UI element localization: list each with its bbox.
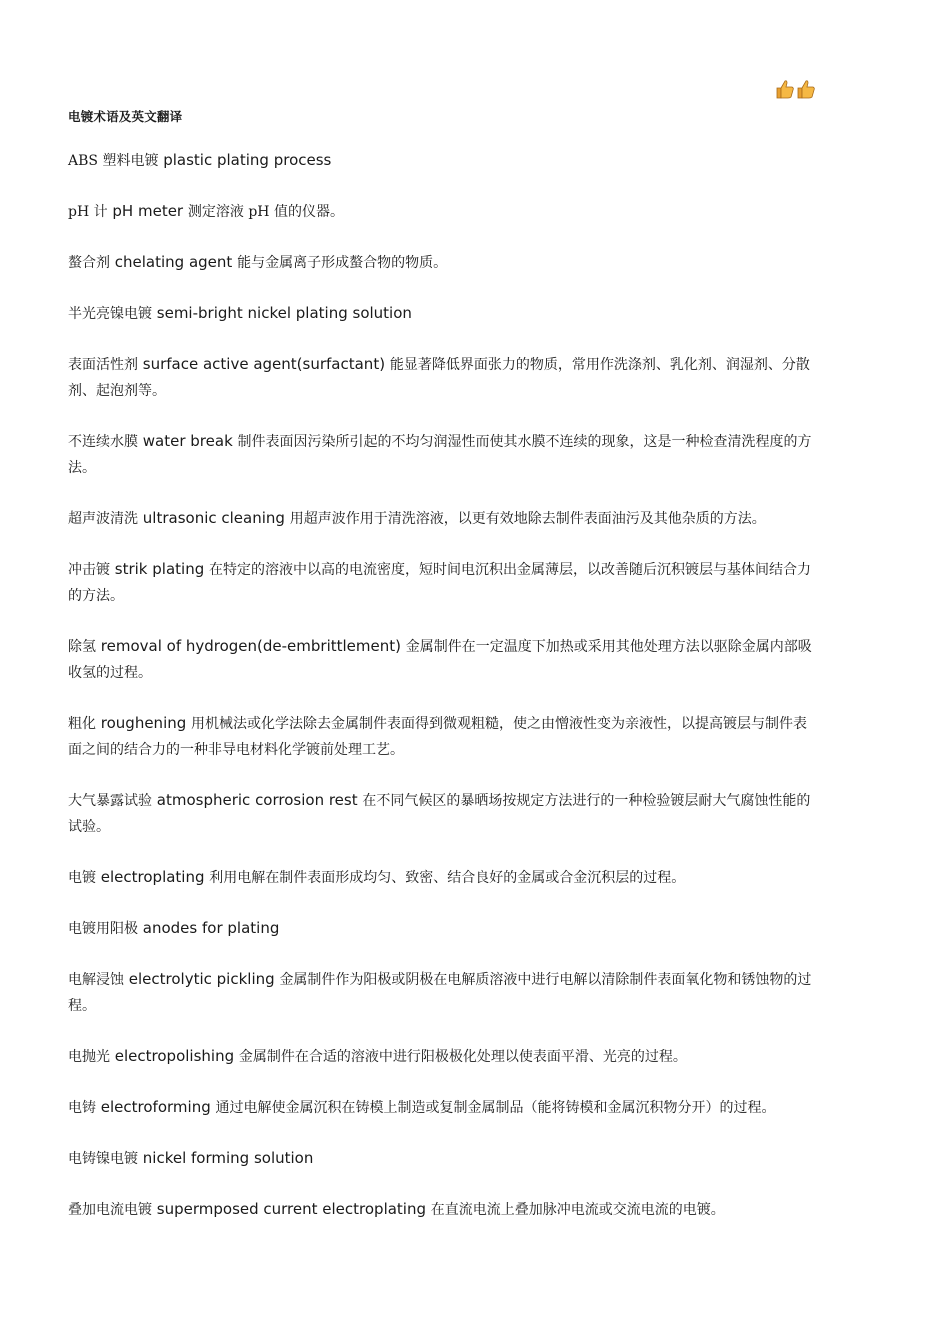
glossary-entry: [68, 1095, 818, 1121]
term-english: nickel forming solution: [142, 1149, 314, 1167]
glossary-entry: [68, 1197, 818, 1223]
term-chinese: 电铸镍电镀: [68, 1151, 138, 1167]
term-english: water break: [142, 432, 233, 450]
term-definition: 制件表面因污染所引起的不均匀润湿性而使其水膜不连续的现象，这是一种检查清洗程度的方法。: [68, 434, 812, 476]
term-definition: 在特定的溶液中以高的电流密度，短时间电沉积出金属薄层，以改善随后沉积镀层与基体间结合力的方法。: [68, 562, 812, 604]
term-definition: 测定溶液 pH 值的仪器。: [187, 204, 344, 220]
glossary-list: [68, 148, 818, 1248]
term-english: semi-bright nickel plating solution: [156, 304, 412, 322]
term-english: electropolishing: [114, 1047, 235, 1065]
thumbs-up-icon: [795, 78, 816, 100]
term-english: electroforming: [100, 1098, 211, 1116]
term-chinese: 电铸: [68, 1100, 96, 1116]
term-definition: 金属制件在合适的溶液中进行阳极极化处理以使表面平滑、光亮的过程。: [238, 1049, 687, 1065]
term-chinese: 电解浸蚀: [68, 972, 124, 988]
term-chinese: 大气暴露试验: [68, 793, 152, 809]
term-definition: 金属制件作为阳极或阴极在电解质溶液中进行电解以清除制件表面氧化物和锈蚀物的过程。: [68, 972, 812, 1014]
glossary-entry: [68, 148, 818, 174]
glossary-entry: [68, 1146, 818, 1172]
term-english: roughening: [100, 714, 187, 732]
term-chinese: 半光亮镍电镀: [68, 306, 152, 322]
glossary-entry: [68, 301, 818, 327]
term-chinese: 不连续水膜: [68, 434, 138, 450]
term-english: plastic plating process: [163, 151, 332, 169]
thumbs-up-icon: [774, 78, 795, 100]
term-chinese: 除氢: [68, 639, 96, 655]
term-english: chelating agent: [114, 253, 233, 271]
glossary-entry: [68, 916, 818, 942]
term-english: atmospheric corrosion rest: [156, 791, 358, 809]
term-chinese: 冲击镀: [68, 562, 110, 578]
term-english: ultrasonic cleaning: [142, 509, 285, 527]
term-chinese: 螯合剂: [68, 255, 110, 271]
term-english: anodes for plating: [142, 919, 280, 937]
term-definition: 能与金属离子形成螯合物的物质。: [237, 255, 448, 271]
glossary-entry: [68, 1044, 818, 1070]
term-definition: 用机械法或化学法除去金属制件表面得到微观粗糙，使之由憎液性变为亲液性，以提高镀层与制件表面之间的结合力的一种非导电材料化学镀前处理工艺。: [68, 716, 808, 758]
term-chinese: 电镀用阳极: [68, 921, 138, 937]
glossary-entry: [68, 967, 818, 1019]
glossary-entry: [68, 199, 818, 225]
glossary-entry: [68, 788, 818, 840]
glossary-entry: [68, 711, 818, 763]
term-english: electroplating: [100, 868, 205, 886]
term-definition: 金属制件在一定温度下加热或采用其他处理方法以驱除金属内部吸收氢的过程。: [68, 639, 812, 681]
term-definition: 能显著降低界面张力的物质，常用作洗涤剂、乳化剂、润湿剂、分散剂、起泡剂等。: [68, 357, 810, 399]
term-english: electrolytic pickling: [128, 970, 275, 988]
term-chinese: 电抛光: [68, 1049, 110, 1065]
term-chinese: pH 计: [68, 204, 108, 220]
glossary-entry: [68, 352, 818, 404]
term-english: surface active agent(surfactant): [142, 355, 386, 373]
term-chinese: 粗化: [68, 716, 96, 732]
term-definition: 利用电解在制件表面形成均匀、致密、结合良好的金属或合金沉积层的过程。: [209, 870, 686, 886]
term-definition: 用超声波作用于清洗溶液，以更有效地除去制件表面油污及其他杂质的方法。: [289, 511, 766, 527]
term-chinese: 超声波清洗: [68, 511, 138, 527]
glossary-entry: [68, 250, 818, 276]
glossary-entry: [68, 865, 818, 891]
term-definition: 在不同气候区的暴晒场按规定方法进行的一种检验镀层耐大气腐蚀性能的试验。: [68, 793, 811, 835]
document-title: 电镀术语及英文翻译: [68, 109, 183, 124]
glossary-entry: [68, 634, 818, 686]
term-chinese: 表面活性剂: [68, 357, 138, 373]
term-english: strik plating: [114, 560, 205, 578]
glossary-entry: [68, 506, 818, 532]
glossary-entry: [68, 557, 818, 609]
term-chinese: 电镀: [68, 870, 96, 886]
term-definition: 在直流电流上叠加脉冲电流或交流电流的电镀。: [430, 1202, 725, 1218]
thumbs-decoration: [774, 78, 816, 102]
term-english: supermposed current electroplating: [156, 1200, 427, 1218]
term-english: pH meter: [112, 202, 184, 220]
term-chinese: ABS 塑料电镀: [68, 153, 159, 169]
glossary-entry: [68, 429, 818, 481]
term-definition: 通过电解使金属沉积在铸模上制造或复制金属制品（能将铸模和金属沉积物分开）的过程。: [215, 1100, 776, 1116]
term-english: removal of hydrogen(de-embrittlement): [100, 637, 401, 655]
term-chinese: 叠加电流电镀: [68, 1202, 152, 1218]
